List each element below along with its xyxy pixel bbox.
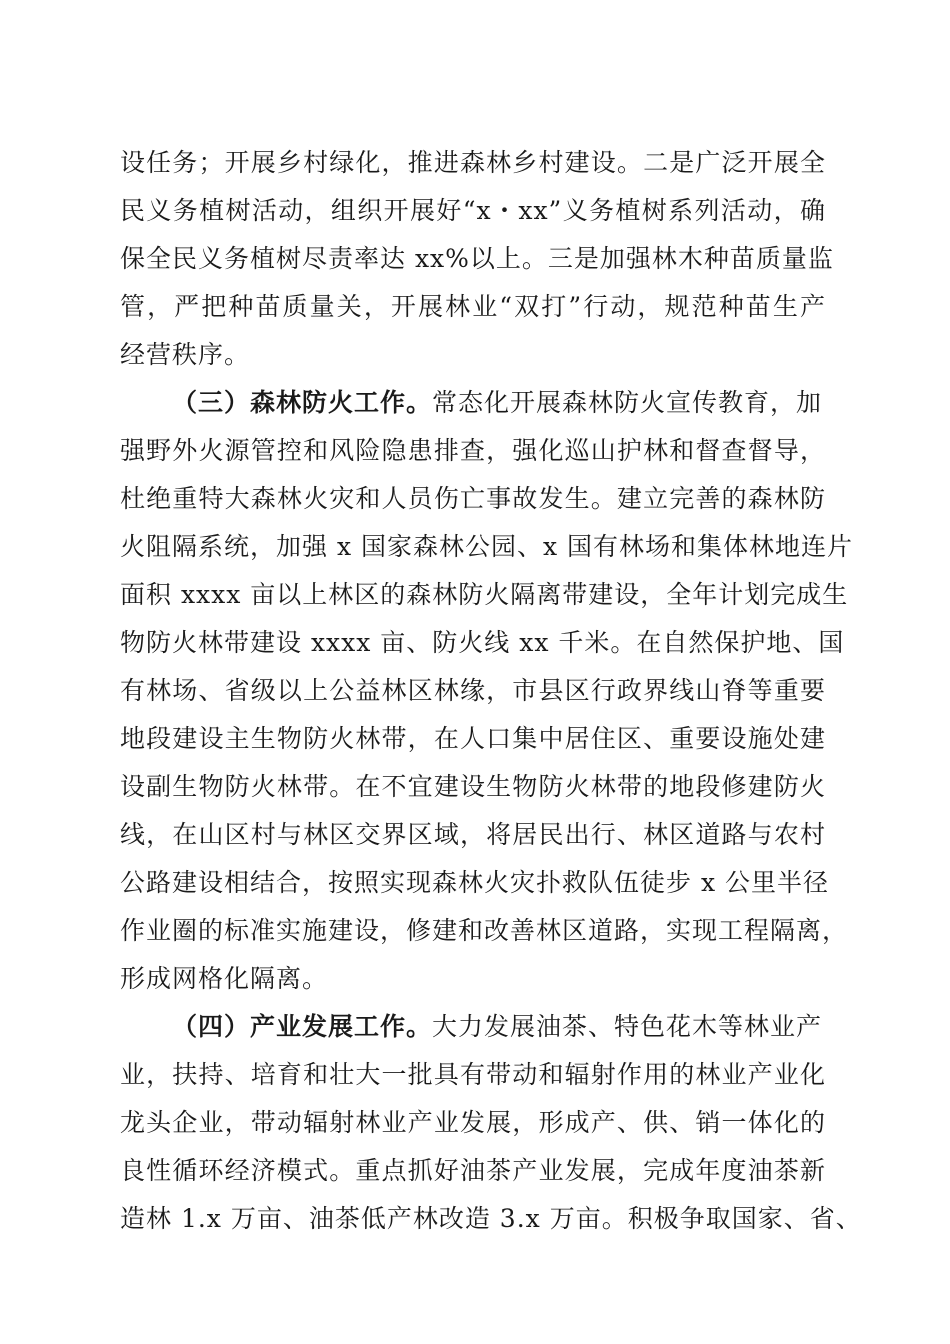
text-line: 物防火林带建设 xxxx 亩、防火线 xx 千米。在自然保护地、国 — [120, 628, 845, 657]
text-line: 民义务植树活动，组织开展好“x・xx”义务植树系列活动，确 — [120, 196, 826, 225]
text-line: 地段建设主生物防火林带，在人口集中居住区、重要设施处建 — [120, 724, 826, 753]
text-line: 有林场、省级以上公益林区林缘，市县区行政界线山脊等重要 — [120, 676, 826, 705]
text-line: 强野外火源管控和风险隐患排查，强化巡山护林和督查督导， — [120, 436, 826, 465]
text-line: 设任务；开展乡村绿化，推进森林乡村建设。二是广泛开展全 — [120, 148, 826, 177]
section-4-heading: （四）产业发展工作。 — [172, 1012, 433, 1041]
text-line-rest: 常态化开展森林防火宣传教育，加 — [432, 388, 823, 417]
section-3-first-line — [172, 385, 822, 421]
text-line: 业，扶持、培育和壮大一批具有带动和辐射作用的林业产业化 — [120, 1060, 826, 1089]
text-line: 形成网格化隔离。 — [120, 964, 329, 993]
text-line: 杜绝重特大森林火灾和人员伤亡事故发生。建立完善的森林防 — [120, 484, 826, 513]
section-4-first-line — [172, 1009, 822, 1045]
text-line: 保全民义务植树尽责率达 xx%以上。三是加强林木种苗质量监 — [120, 244, 834, 273]
text-line: 公路建设相结合，按照实现森林火灾扑救队伍徒步 x 公里半径 — [120, 868, 829, 897]
text-line: 火阻隔系统，加强 x 国家森林公园、x 国有林场和集体林地连片 — [120, 532, 854, 561]
text-line: 造林 1.x 万亩、油茶低产林改造 3.x 万亩。积极争取国家、省、 — [120, 1204, 862, 1233]
text-line: 设副生物防火林带。在不宜建设生物防火林带的地段修建防火 — [120, 772, 826, 801]
text-line: 作业圈的标准实施建设，修建和改善林区道路，实现工程隔离， — [120, 916, 849, 945]
text-line: 管，严把种苗质量关，开展林业“双打”行动，规范种苗生产 — [120, 292, 826, 321]
text-line: 线，在山区村与林区交界区域，将居民出行、林区道路与农村 — [120, 820, 826, 849]
text-line: 龙头企业，带动辐射林业产业发展，形成产、供、销一体化的 — [120, 1108, 826, 1137]
text-line: 良性循环经济模式。重点抓好油茶产业发展，完成年度油茶新 — [120, 1156, 826, 1185]
section-3-heading: （三）森林防火工作。 — [172, 388, 433, 417]
text-line: 面积 xxxx 亩以上林区的森林防火隔离带建设，全年计划完成生 — [120, 580, 849, 609]
text-line-rest: 大力发展油茶、特色花木等林业产 — [432, 1012, 823, 1041]
text-line: 经营秩序。 — [120, 340, 251, 369]
